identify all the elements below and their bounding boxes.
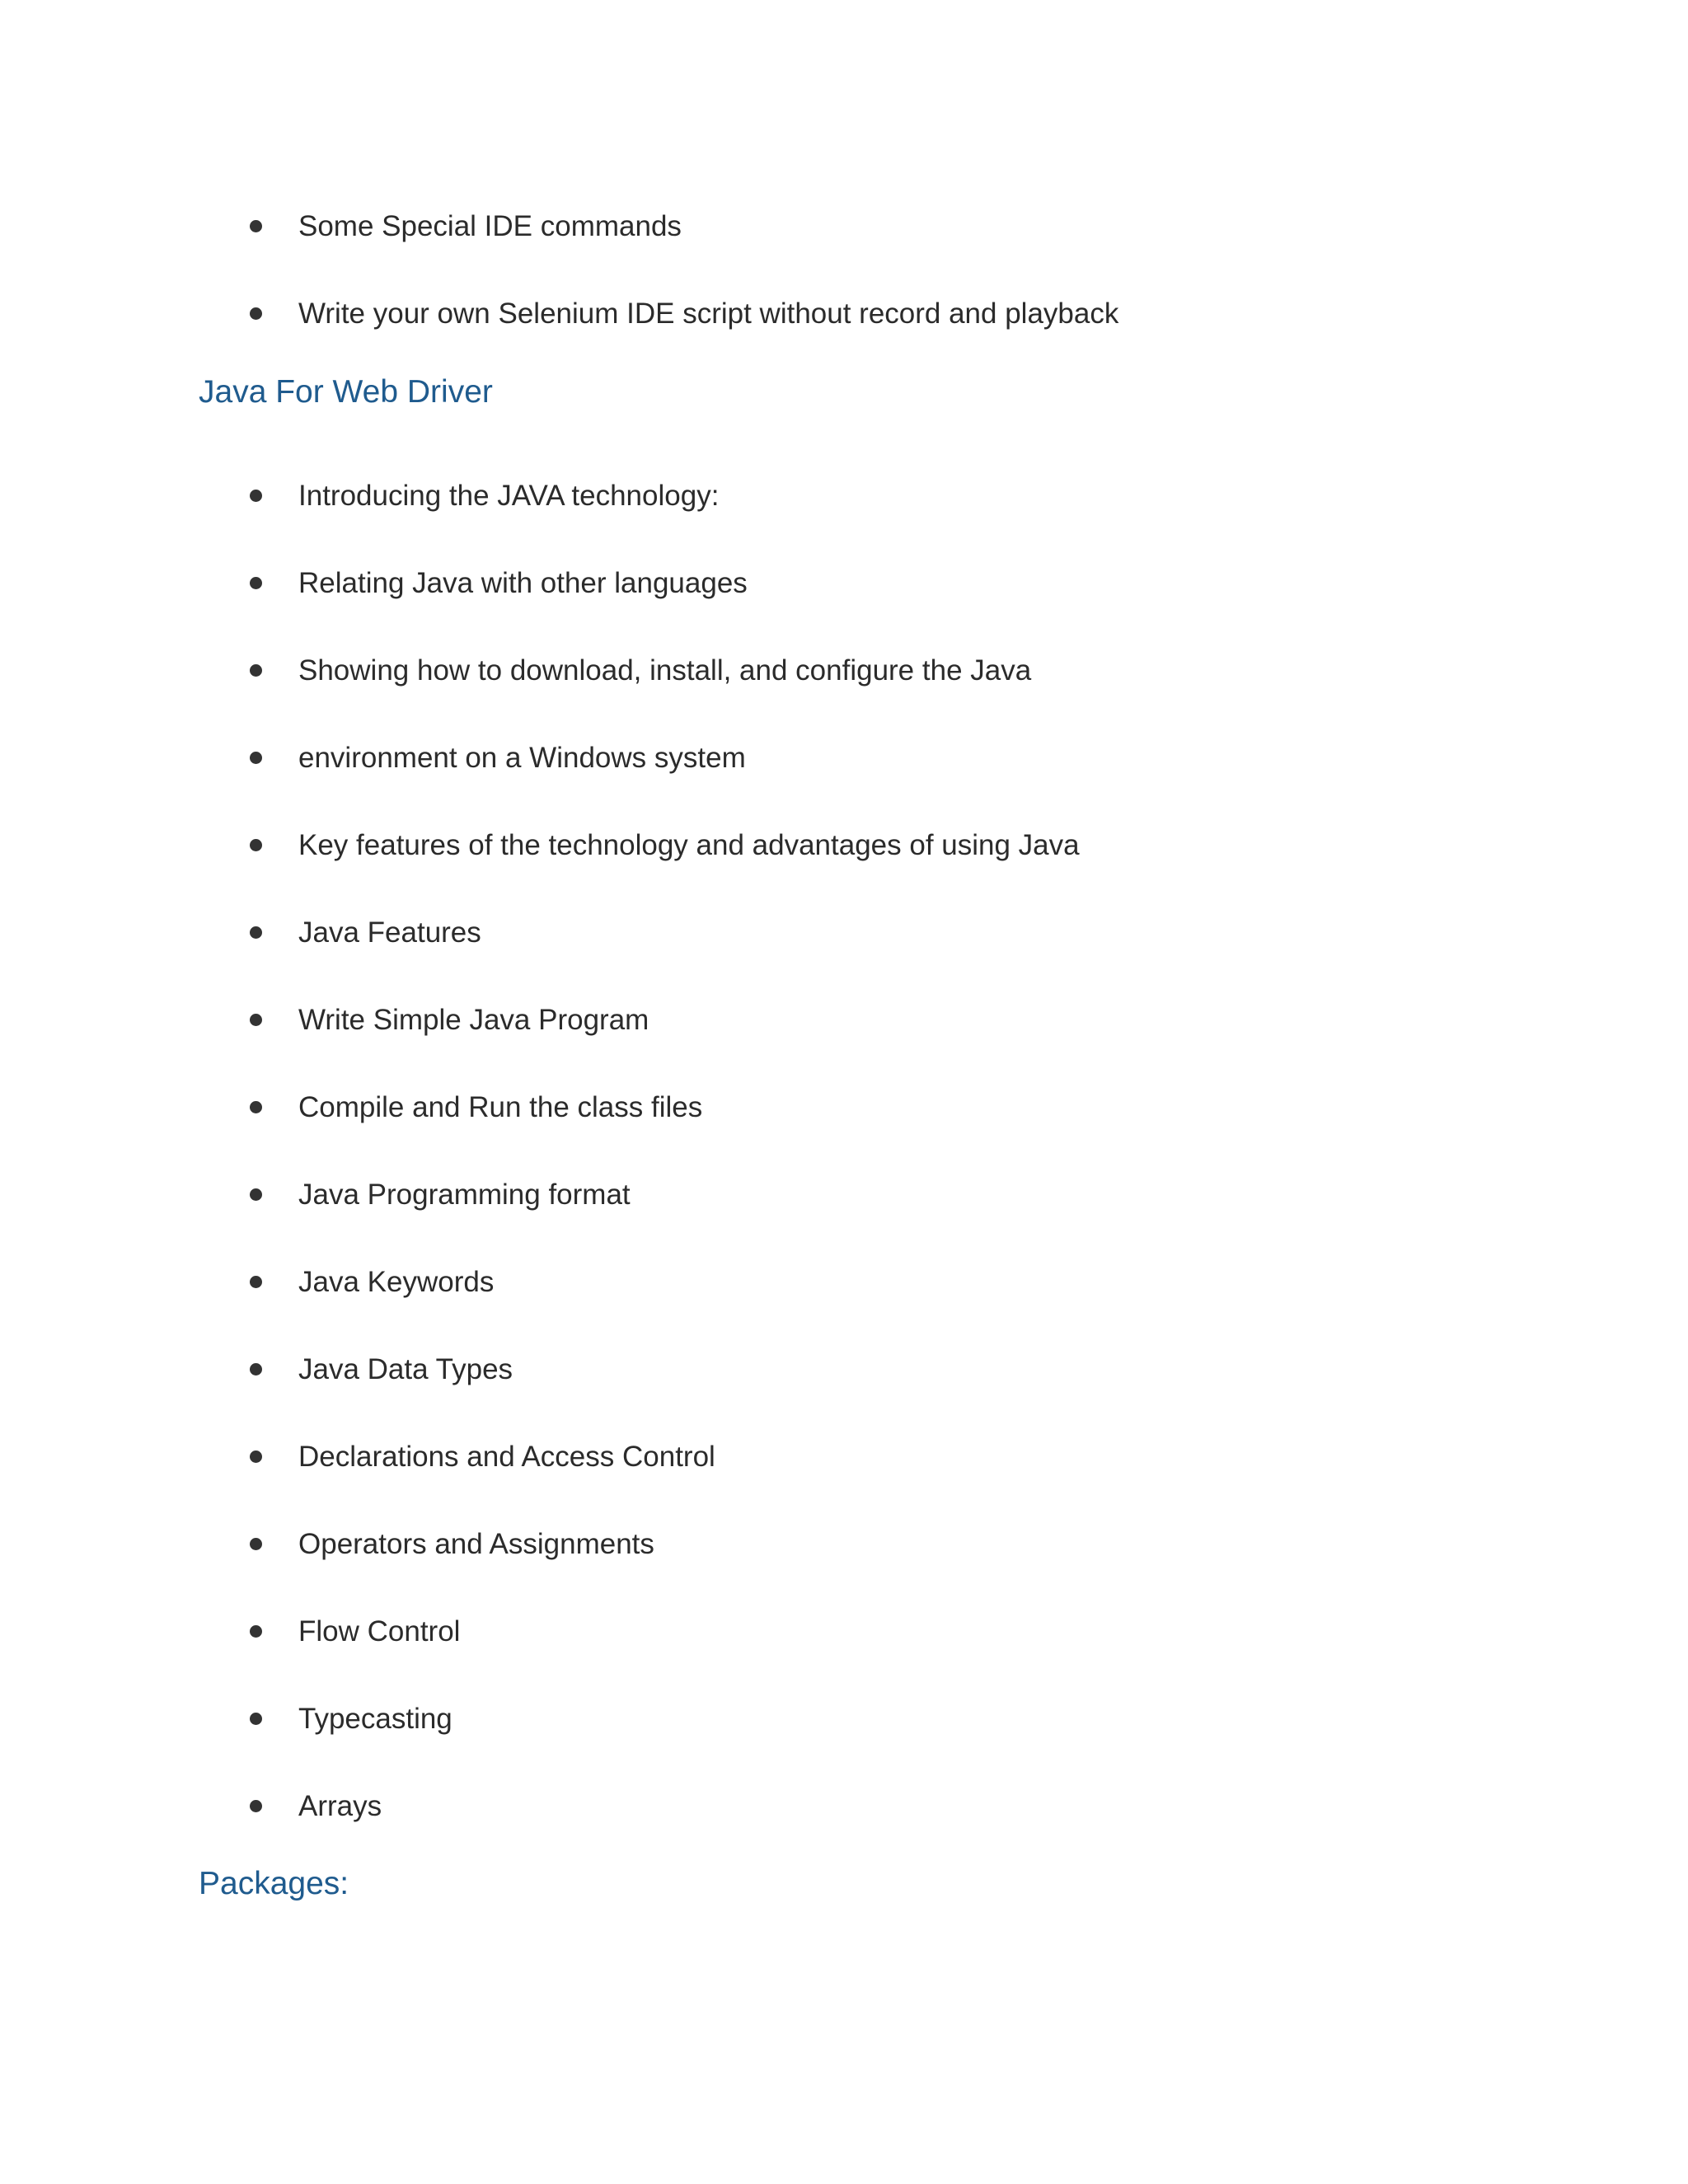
selenium-ide-topic-list (0, 209, 1688, 383)
bullet-icon (250, 307, 262, 320)
list-item-text: Arrays (298, 1790, 382, 1822)
list-item (0, 1614, 1688, 1701)
list-item (0, 478, 1688, 565)
bullet-icon (250, 664, 262, 677)
list-item-text: Java Data Types (298, 1353, 513, 1385)
bullet-icon (250, 1800, 262, 1812)
bullet-icon (250, 1713, 262, 1725)
list-item-text: Flow Control (298, 1615, 461, 1647)
list-item-text: Key features of the technology and advantages of using Java (298, 829, 1080, 861)
bullet-icon (250, 1276, 262, 1288)
bullet-icon (250, 1538, 262, 1550)
list-item-text: Typecasting (298, 1703, 452, 1735)
list-item-text: Showing how to download, install, and configure the Java (298, 654, 1032, 687)
list-item-text: environment on a Windows system (298, 742, 746, 774)
list-item (0, 1439, 1688, 1526)
bullet-icon (250, 220, 262, 232)
list-item-text: Write your own Selenium IDE script without record and playback (298, 298, 1119, 330)
bullet-icon (250, 577, 262, 589)
list-item (0, 209, 1688, 296)
list-item-text: Operators and Assignments (298, 1528, 654, 1560)
list-item (0, 1002, 1688, 1090)
list-item-text: Some Special IDE commands (298, 210, 682, 242)
list-item (0, 1177, 1688, 1264)
list-item (0, 915, 1688, 1002)
list-item (0, 1788, 1688, 1876)
list-item (0, 1352, 1688, 1439)
bullet-icon (250, 1625, 262, 1638)
list-item (0, 296, 1688, 383)
list-item-text: Introducing the JAVA technology: (298, 480, 720, 512)
list-item-text: Relating Java with other languages (298, 567, 748, 599)
list-item-text: Java Programming format (298, 1179, 631, 1211)
bullet-icon (250, 1101, 262, 1113)
bullet-icon (250, 1363, 262, 1376)
list-item (0, 1701, 1688, 1788)
list-item (0, 653, 1688, 740)
list-item (0, 1264, 1688, 1352)
bullet-icon (250, 752, 262, 764)
bullet-icon (250, 839, 262, 851)
bullet-icon (250, 1188, 262, 1201)
list-item-text: Write Simple Java Program (298, 1004, 649, 1036)
list-item-text: Declarations and Access Control (298, 1441, 715, 1473)
list-item (0, 1090, 1688, 1177)
list-item-text: Java Keywords (298, 1266, 495, 1298)
list-item (0, 740, 1688, 827)
list-item-text: Compile and Run the class files (298, 1091, 703, 1123)
list-item (0, 1526, 1688, 1614)
section-heading-packages: Packages: (199, 1866, 349, 1901)
list-item (0, 827, 1688, 915)
section-heading-java-for-web-driver: Java For Web Driver (199, 374, 493, 410)
bullet-icon (250, 490, 262, 502)
list-item-text: Java Features (298, 916, 481, 949)
list-item (0, 565, 1688, 653)
bullet-icon (250, 1451, 262, 1463)
java-topic-list (0, 478, 1688, 1876)
bullet-icon (250, 926, 262, 939)
bullet-icon (250, 1014, 262, 1026)
